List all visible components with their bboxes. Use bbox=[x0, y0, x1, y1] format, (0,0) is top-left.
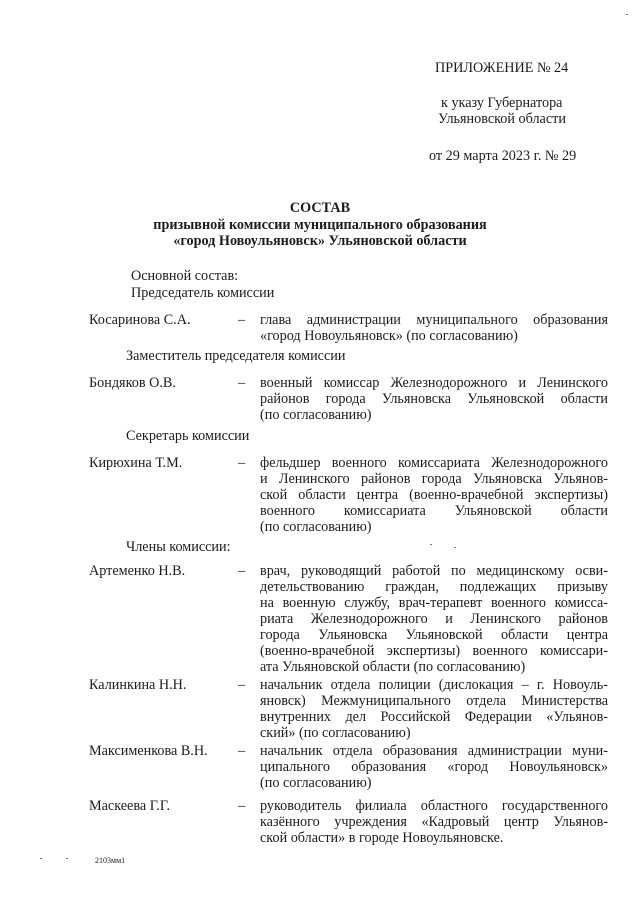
member-name: Кирюхина Т.М. bbox=[89, 455, 183, 471]
member-name: Максименкова В.Н. bbox=[89, 743, 208, 759]
member-dash: – bbox=[238, 312, 246, 328]
document-title: СОСТАВ bbox=[289, 200, 351, 216]
decree-line-1: к указу Губернатора bbox=[441, 95, 563, 111]
role-line: начальник отдела полиции (дислокация – г. Новоуль- bbox=[260, 677, 608, 693]
member-dash: – bbox=[238, 563, 246, 579]
role-line: ский» (по согласованию) bbox=[260, 725, 411, 741]
document-subtitle-line-1: призывной комиссии муниципального образования bbox=[153, 217, 487, 233]
member-role bbox=[260, 798, 608, 846]
role-line: военного комиссариата Ульяновской области bbox=[260, 503, 608, 519]
role-line: районов города Ульяновска Ульяновской области bbox=[260, 391, 608, 407]
section-chair: Председатель комиссии bbox=[131, 285, 275, 301]
role-line: (по согласованию) bbox=[260, 519, 372, 535]
document-subtitle-line-2: «город Новоульяновск» Ульяновской области bbox=[173, 233, 467, 249]
role-line: яновск) Межмуниципального отдела Министерства bbox=[260, 693, 608, 709]
section-members: Члены комиссии: bbox=[126, 539, 231, 555]
scan-speck bbox=[66, 858, 68, 859]
section-secretary: Секретарь комиссии bbox=[126, 428, 250, 444]
role-line: военный комиссар Железнодорожного и Ленинского bbox=[260, 375, 608, 391]
member-role bbox=[260, 743, 608, 791]
role-line: казённого учреждения «Кадровый центр Ульянов- bbox=[260, 814, 608, 830]
role-line: врач, руководящий работой по медицинскому осви- bbox=[260, 563, 608, 579]
role-line: глава администрации муниципального образования bbox=[260, 312, 608, 328]
member-role bbox=[260, 455, 608, 535]
scan-speck bbox=[40, 858, 42, 859]
member-role bbox=[260, 312, 608, 344]
section-deputy: Заместитель председателя комиссии bbox=[126, 348, 346, 364]
member-dash: – bbox=[238, 743, 246, 759]
role-line: города Ульяновска Ульяновской области центра bbox=[260, 627, 608, 643]
member-dash: – bbox=[238, 677, 246, 693]
role-line: фельдшер военного комиссариата Железнодорожного bbox=[260, 455, 608, 471]
scan-speck bbox=[626, 14, 628, 15]
member-dash: – bbox=[238, 455, 246, 471]
role-line: ата Ульяновской области (по согласованию) bbox=[260, 659, 526, 675]
decree-line-2: Ульяновской области bbox=[438, 111, 566, 127]
member-dash: – bbox=[238, 798, 246, 814]
role-line: внутренних дел Российской Федерации «Ульянов- bbox=[260, 709, 608, 725]
role-line: (по согласованию) bbox=[260, 407, 372, 423]
role-line: риата Железнодорожного и Ленинского районов bbox=[260, 611, 608, 627]
role-line: на военную службу, врач-терапевт военного комисса- bbox=[260, 595, 608, 611]
document-code: 2103мм1 bbox=[95, 856, 126, 865]
role-line: детельствованию граждан, подлежащих призыву bbox=[260, 579, 608, 595]
role-line: (по согласованию) bbox=[260, 775, 372, 791]
role-line: «город Новоульяновск» (по согласованию) bbox=[260, 328, 518, 344]
member-role bbox=[260, 563, 608, 675]
scan-speck bbox=[430, 544, 432, 545]
member-name: Калинкина Н.Н. bbox=[89, 677, 187, 693]
member-role bbox=[260, 677, 608, 741]
member-role bbox=[260, 375, 608, 423]
member-name: Артеменко Н.В. bbox=[89, 563, 186, 579]
member-dash: – bbox=[238, 375, 246, 391]
role-line: руководитель филиала областного государственного bbox=[260, 798, 608, 814]
role-line: и Ленинского районов города Ульяновска Ульянов- bbox=[260, 471, 608, 487]
section-main: Основной состав: bbox=[131, 268, 239, 284]
role-line: ципального образования «город Новоульяновск» bbox=[260, 759, 608, 775]
member-name: Маскеева Г.Г. bbox=[89, 798, 170, 814]
member-name: Бондяков О.В. bbox=[89, 375, 176, 391]
role-line: (военно-врачебной экспертизы) военного комиссари- bbox=[260, 643, 608, 659]
decree-date: от 29 марта 2023 г. № 29 bbox=[429, 148, 577, 164]
role-line: начальник отдела образования администрации муни- bbox=[260, 743, 608, 759]
role-line: ской области центра (военно-врачебной экспертизы) bbox=[260, 487, 608, 503]
role-line: ской области» в городе Новоульяновске. bbox=[260, 830, 504, 846]
appendix-number: ПРИЛОЖЕНИЕ № 24 bbox=[435, 60, 569, 76]
scan-speck bbox=[454, 547, 456, 548]
member-name: Косаринова С.А. bbox=[89, 312, 191, 328]
